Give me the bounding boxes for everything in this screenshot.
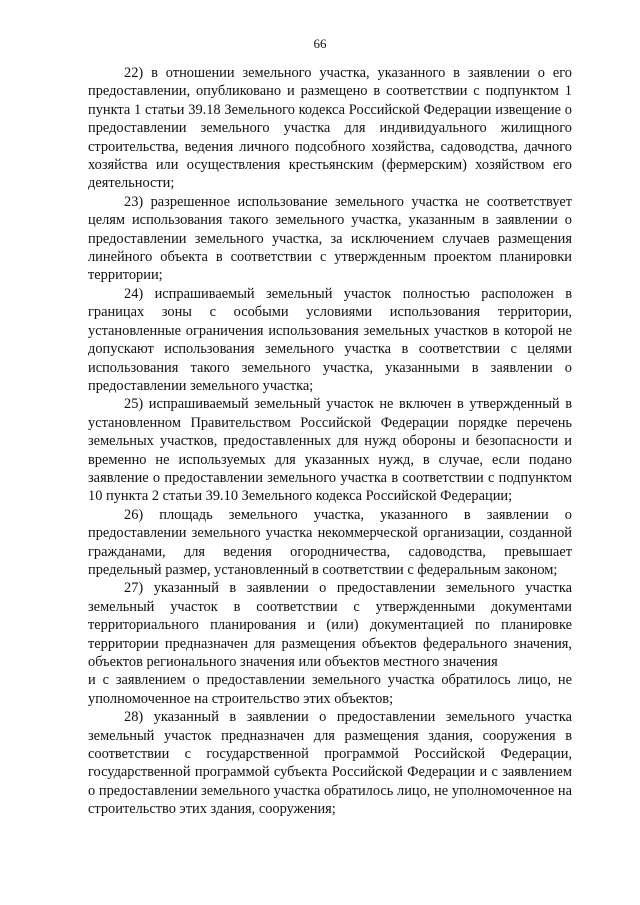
paragraph-item-27: 27) указанный в заявлении о предоставлении земельного участка земельный участок в соответствии с утвержденными документами территориального планирования и (или) документацией по планировке территории предназначен для размещения объектов федерального значения, объектов регионального значения или объектов местного значения: [88, 580, 572, 670]
paragraph-item-26: 26) площадь земельного участка, указанного в заявлении о предоставлении земельного участка некоммерческой организации, созданной гражданами, для ведения огородничества, садоводства, превышает предельный размер, установленный в соответствии с федеральным законом;: [88, 506, 572, 578]
page-number: 66: [313, 36, 327, 51]
paragraph-item-25: 25) испрашиваемый земельный участок не включен в утвержденный в установленном Правительством Российской Федерации порядке перечень земельных участков, предоставленных для нужд обороны и безопасности и временно не используемых для указанных нужд, в случае, если подано заявление о предоставлении земельного участка в соответствии с подпунктом 10 пункта 2 статьи 39.10 Земельного кодекса Российской Федерации;: [88, 396, 572, 505]
paragraph-item-27-continuation: и с заявлением о предоставлении земельного участка обратилось лицо, не уполномоченное на строительство этих объектов;: [88, 672, 572, 707]
document-body: [88, 64, 572, 819]
paragraph-item-22: 22) в отношении земельного участка, указанного в заявлении о его предоставлении, опубликовано и размещено в соответствии с подпунктом 1 пункта 1 статьи 39.18 Земельного кодекса Российской Федерации извещение о предоставлении земельного участка для индивидуального жилищного строительства, ведения личного подсобного хозяйства, садоводства, дачного хозяйства или осуществления крестьянским (фермерским) хозяйством его деятельности;: [88, 65, 572, 192]
paragraph-item-28: 28) указанный в заявлении о предоставлении земельного участка земельный участок предназначен для размещения здания, сооружения в соответствии с государственной программой Российской Федерации, государственной программой субъекта Российской Федерации и с заявлением о предоставлении земельного участка обратилось лицо, не уполномоченное на строительство этих здания, сооружения;: [88, 709, 572, 818]
paragraph-item-23: 23) разрешенное использование земельного участка не соответствует целям использования такого земельного участка, указанным в заявлении о предоставлении земельного участка, за исключением случаев размещения линейного объекта в соответствии с утвержденным проектом планировки территории;: [88, 193, 572, 284]
paragraph-item-24: 24) испрашиваемый земельный участок полностью расположен в границах зоны с особыми условиями использования территории, установленные ограничения использования земельных участков в которой не допускают использования земельного участка в соответствии с целями использования такого земельного участка, указанными в заявлении о предоставлении земельного участка;: [88, 285, 572, 394]
